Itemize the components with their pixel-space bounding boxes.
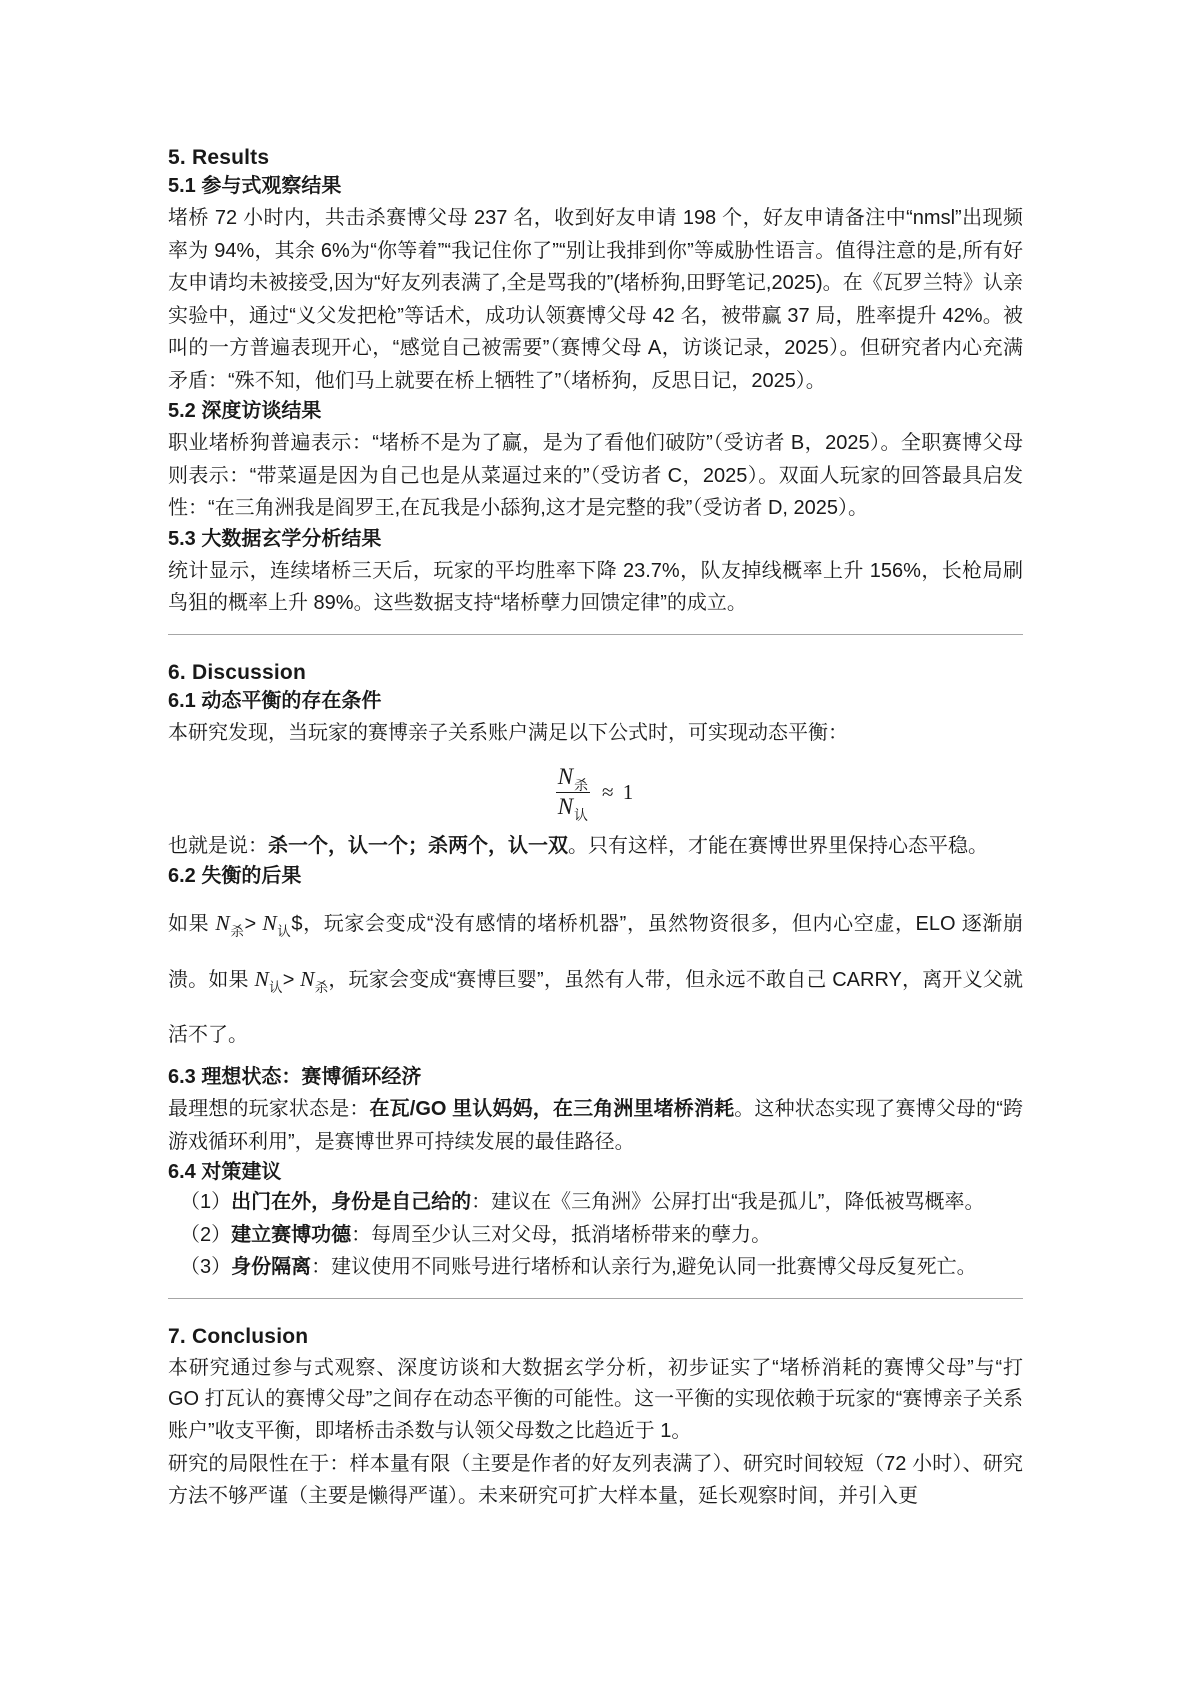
recommendation-item-1 [168, 1186, 1023, 1219]
text-run: ，玩家会变成“赛博巨婴”，虽然有人带，但永远不敢自己 CARRY，离开义父就活不了。 [168, 969, 1023, 1046]
text-run: > [244, 913, 263, 935]
text-run: > [282, 969, 301, 991]
formula-numerator-var: N [557, 764, 574, 789]
text-run: 。这种状态实现了赛博父母的“跨游戏循环利用”，是赛博世界可持续发展的最佳路径。 [168, 1098, 1024, 1153]
item-bold-lead: 建立赛博功德 [231, 1223, 352, 1246]
summary-post-text: 。只有这样，才能在赛博世界里保持心态平稳。 [568, 834, 988, 857]
formula-fraction [556, 763, 590, 822]
inline-math-subscript: 认 [276, 924, 292, 939]
formula-relation: ≈ 1 [602, 779, 636, 804]
section-divider [168, 634, 1023, 635]
inline-math-var: N [262, 911, 277, 935]
section-7-heading: 7. Conclusion [168, 1324, 309, 1348]
section-6-1-intro: 本研究发现，当玩家的赛博亲子关系账户满足以下公式时，可实现动态平衡： [168, 721, 848, 744]
inline-math-subscript: 认 [268, 980, 283, 995]
section-6-2-paragraph [168, 896, 1023, 1063]
section-5-2-heading: 5.2 深度访谈结果 [168, 400, 322, 422]
text-run: 如果 [168, 913, 216, 935]
item-text: ：每周至少认三对父母，抵消堵桥带来的孽力。 [351, 1223, 772, 1246]
inline-math-subscript: 杀 [314, 980, 329, 995]
item-text: ：建议在《三角洲》公屏打出“我是孤儿”，降低被骂概率。 [471, 1191, 985, 1213]
item-bold-lead: 身份隔离 [231, 1256, 312, 1278]
section-5-2-paragraph: 职业堵桥狗普遍表示：“堵桥不是为了赢，是为了看他们破防”（受访者 B，2025）。全职赛博父母则表示：“带菜逼是因为自己也是从菜逼过来的”（受访者 C，2025）。双面人玩家的回答最具启发性：“在三角洲我是阎罗王,在瓦我是小舔狗,这才是完整的我”（受访者 D, 2025）。 [168, 432, 1023, 519]
formula-denominator [556, 792, 590, 822]
document-page [168, 144, 1023, 1512]
item-number: （1） [180, 1191, 232, 1213]
text-run: 最理想的玩家状态是： [168, 1098, 370, 1120]
balance-formula [168, 763, 1023, 822]
recommendation-item-3 [168, 1251, 1023, 1284]
formula-denominator-subscript: 认 [574, 806, 589, 823]
text-run: $，玩家会变成“没有感情的堵桥机器”，虽然物资很多，但内心空虚，ELO 逐渐崩溃。如果 [168, 913, 1023, 991]
conclusion-paragraph-1: 本研究通过参与式观察、深度访谈和大数据玄学分析，初步证实了“堵桥消耗的赛博父母”与“打 GO 打瓦认的赛博父母”之间存在动态平衡的可能性。这一平衡的实现依赖于玩家的“赛博亲子关系账户”收支平衡，即堵桥击杀数与认领父母数之比趋近于 1。 [168, 1356, 1023, 1442]
item-bold-lead: 出门在外，身份是自己给的 [231, 1191, 472, 1213]
inline-math-var: N [215, 911, 230, 935]
section-6-heading: 6. Discussion [168, 660, 306, 684]
section-5-heading: 5. Results [168, 146, 270, 169]
item-text: ：建议使用不同账号进行堵桥和认亲行为,避免认同一批赛博父母反复死亡。 [311, 1256, 977, 1278]
recommendation-item-2 [168, 1219, 1023, 1252]
formula-denominator-var: N [557, 793, 574, 819]
section-5-3-paragraph: 统计显示，连续堵桥三天后，玩家的平均胜率下降 23.7%，队友掉线概率上升 156%，长枪局刷鸟狙的概率上升 89%。这些数据支持“堵桥孽力回馈定律”的成立。 [168, 559, 1023, 614]
section-5-3-heading: 5.3 大数据玄学分析结果 [168, 527, 382, 550]
section-5-1-heading: 5.1 参与式观察结果 [168, 175, 342, 197]
item-number: （3） [180, 1256, 232, 1278]
section-6-3-heading: 6.3 理想状态：赛博循环经济 [168, 1066, 422, 1088]
bold-text-run: 在瓦/GO 里认妈妈，在三角洲里堵桥消耗 [369, 1098, 735, 1120]
summary-bold-text: 杀一个，认一个；杀两个，认一双 [268, 834, 568, 857]
inline-math-var: N [254, 967, 269, 991]
section-6-2-heading: 6.2 失衡的后果 [168, 865, 302, 887]
summary-pre-text: 也就是说： [168, 834, 268, 857]
section-6-3-paragraph [168, 1093, 1023, 1158]
inline-math-subscript: 杀 [229, 924, 245, 939]
section-6-4-heading: 6.4 对策建议 [168, 1161, 282, 1183]
section-divider [168, 1298, 1023, 1299]
inline-math-var: N [300, 967, 315, 991]
section-6-1-summary [168, 830, 1023, 863]
section-5-1-paragraph: 堵桥 72 小时内，共击杀赛博父母 237 名，收到好友申请 198 个，好友申请备注中“nmsl”出现频率为 94%，其余 6%为“你等着”“我记住你了”“别让我排到你”等威胁性语言。值得注意的是,所有好友申请均未被接受,因为“好友列表满了,全是骂我的”(堵桥狗,田野笔记,2025)。在《瓦罗兰特》认亲实验中，通过“义父发把枪”等话术，成功认领赛博父母 42 名，被带赢 37 局，胜率提升 42%。被叫的一方普遍表现开心，“感觉自己被需要”（赛博父母 A，访谈记录，2025）。但研究者内心充满矛盾：“殊不知，他们马上就要在桥上牺牲了”（堵桥狗，反思日记，2025）。 [168, 207, 1023, 392]
section-6-1-heading: 6.1 动态平衡的存在条件 [168, 689, 382, 712]
formula-numerator [556, 763, 590, 792]
formula-numerator-subscript: 杀 [574, 777, 589, 793]
conclusion-paragraph-2: 研究的局限性在于：样本量有限（主要是作者的好友列表满了）、研究时间较短（72 小时）、研究方法不够严谨（主要是懒得严谨）。未来研究可扩大样本量，延长观察时间，并引入更 [168, 1453, 1023, 1507]
item-number: （2） [180, 1223, 232, 1246]
